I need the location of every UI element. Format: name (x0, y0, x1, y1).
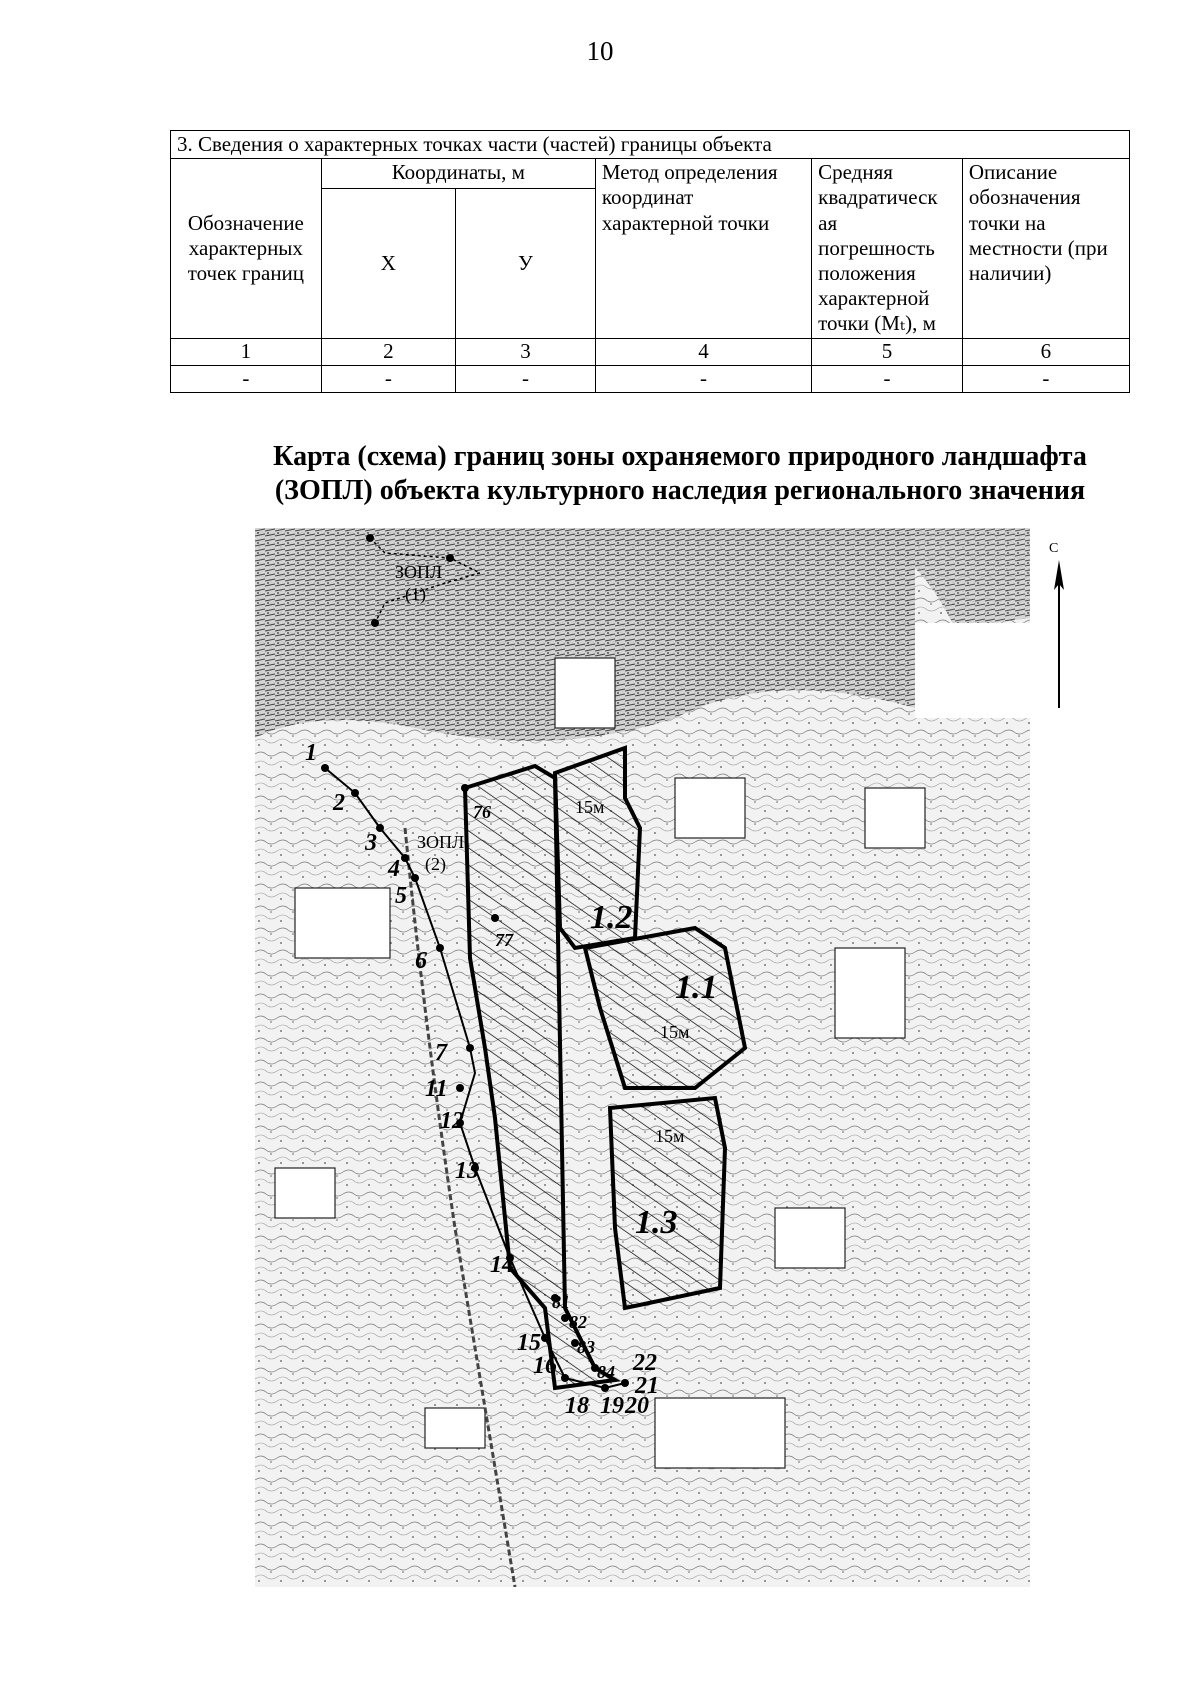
column-number: 3 (456, 338, 596, 365)
point-label: 1 (305, 740, 317, 766)
point-label: 19 (600, 1393, 624, 1419)
table-header-row (171, 159, 1130, 189)
point-label: 83 (577, 1337, 595, 1357)
zone-label: ЗОПЛ (395, 562, 443, 582)
column-number: 6 (962, 338, 1129, 365)
height-label: 15м (660, 1022, 690, 1042)
header-x: X (321, 188, 455, 338)
north-label: С (1049, 541, 1059, 556)
column-numbers-row (171, 338, 1130, 365)
map-title-line-1: Карта (схема) границ зоны охраняемого природного ландшафта (273, 441, 1087, 472)
point-label: 3 (365, 830, 377, 856)
table-cell: - (456, 365, 596, 392)
map-title-line-2: (ЗОПЛ) объекта культурного наследия регионального значения (274, 475, 1086, 506)
north-arrow (1044, 538, 1074, 708)
point-label: 16 (533, 1353, 557, 1379)
table-cell: - (171, 365, 322, 392)
plot-label-1-2: 1.2 (590, 899, 633, 936)
point-label: 14 (490, 1252, 514, 1278)
point-label: 18 (565, 1393, 589, 1419)
point-label: 81 (552, 1292, 570, 1312)
table-cell: - (595, 365, 811, 392)
plot-label-1-3: 1.3 (635, 1204, 678, 1241)
point-label: 6 (415, 948, 427, 974)
column-number: 4 (595, 338, 811, 365)
point-label: 13 (455, 1158, 479, 1184)
point-label: 11 (425, 1076, 448, 1102)
map-title (230, 440, 1130, 508)
header-y: У (456, 188, 596, 338)
plot-label-1-1: 1.1 (675, 969, 718, 1006)
table-cell: - (962, 365, 1129, 392)
point-label: 7 (435, 1040, 447, 1066)
column-number: 1 (171, 338, 322, 365)
point-label: 12 (440, 1108, 464, 1134)
height-label: 15м (655, 1126, 685, 1146)
header-coordinates: Координаты, м (321, 159, 595, 189)
blank-area (915, 623, 1030, 718)
header-accuracy: Средняя квадратическ ая погрешность положения характерной точки (Mₜ), м (812, 159, 963, 338)
boundary-map (255, 528, 1030, 1587)
point-label: 21 (635, 1373, 659, 1399)
table-cell: - (812, 365, 963, 392)
point-label: 20 (625, 1393, 649, 1419)
column-number: 5 (812, 338, 963, 365)
point-label: 77 (495, 930, 513, 950)
point-label: 4 (388, 856, 400, 882)
point-label: 22 (633, 1350, 657, 1376)
characteristic-points-table (170, 130, 1130, 393)
header-point-designation: Обозначение характерных точек границ (171, 159, 322, 338)
page-number: 10 (586, 36, 614, 66)
point-label: 76 (473, 802, 491, 822)
header-method: Метод определения координат характерной точки (595, 159, 811, 338)
table-row (171, 365, 1130, 392)
column-number: 2 (321, 338, 455, 365)
point-label: 82 (569, 1312, 587, 1332)
table-cell: - (321, 365, 455, 392)
zone-sublabel: (2) (425, 854, 446, 874)
zone-label: ЗОПЛ (417, 832, 465, 852)
point-label: 5 (395, 883, 407, 909)
table-caption: 3. Сведения о характерных точках части (частей) границы объекта (171, 131, 1130, 159)
point-label: 15 (517, 1330, 541, 1356)
height-label: 15м (575, 797, 605, 817)
header-description: Описание обозначения точки на местности (при наличии) (962, 159, 1129, 338)
point-label: 84 (597, 1362, 615, 1382)
table-caption-row (171, 131, 1130, 159)
point-label: 2 (333, 790, 345, 816)
zone-sublabel: (1) (405, 584, 426, 604)
